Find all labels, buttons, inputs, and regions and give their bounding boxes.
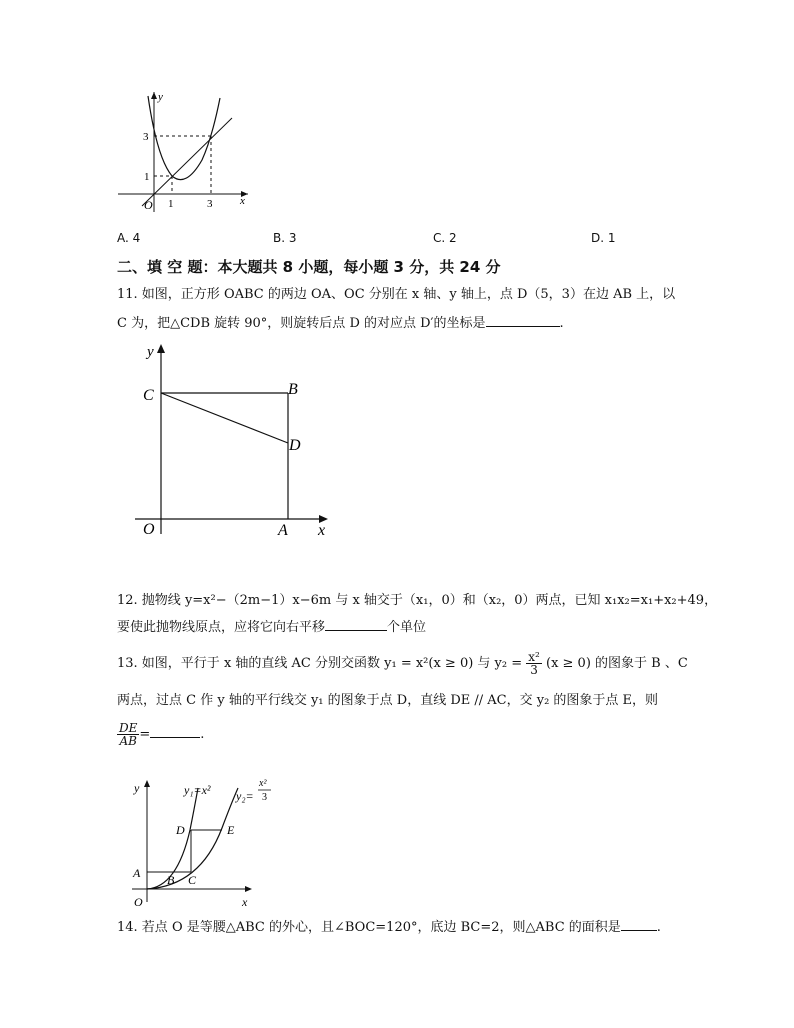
choice-a[interactable]: A. 4 (117, 231, 141, 245)
fig1-y-label: y (158, 91, 163, 103)
q11-line1: 11. 如图，正方形 OABC 的两边 OA、OC 分别在 x 轴、y 轴上，点 D（5，3）在边 AB 上，以 (117, 287, 676, 302)
segment-cd (161, 393, 288, 443)
q13-ratio-den: AB (119, 734, 137, 748)
fig1-y-tick-3: 3 (143, 131, 149, 143)
fig1-origin: O (144, 198, 153, 212)
q12-line2 (117, 617, 426, 637)
fig3-x-label: x (242, 895, 248, 909)
parabola-curve (148, 96, 220, 180)
fig3-label-o: O (134, 895, 143, 909)
q13-ratio-num: DE (119, 721, 138, 735)
figure-parabola-line (112, 88, 257, 218)
q11-line2-text: C 为，把△CDB 旋转 90°，则旋转后点 D 的对应点 D′的坐标是 (117, 316, 486, 331)
q14-end: . (656, 920, 661, 935)
y-axis-arrow (151, 92, 157, 99)
section-heading: 二、填 空 题：本大题共 8 小题，每小题 3 分，共 24 分 (117, 258, 501, 276)
figure-two-parabolas (122, 770, 272, 910)
fig1-y-tick-1: 1 (144, 171, 150, 183)
q11-answer-blank[interactable] (486, 313, 560, 327)
fig2-label-b: B (288, 381, 298, 398)
choice-c[interactable]: C. 2 (433, 231, 457, 245)
q14 (117, 917, 661, 937)
q13-fraction-num: x² (528, 650, 540, 664)
q12-line1: 12. 抛物线 y=x²−（2m−1）x−6m 与 x 轴交于（x₁，0）和（x₂，0）两点，已知 x₁x₂=x₁+x₂+49， (117, 593, 718, 608)
q13-line1 (117, 651, 688, 676)
fig2-label-d: D (289, 437, 301, 454)
fig3-y2-den: 3 (262, 792, 267, 803)
q13-fraction-den: 3 (530, 663, 538, 677)
q13-ratio-end: . (200, 727, 205, 742)
q13-line1-end: (x ≥ 0) 的图象于 B 、C (546, 656, 688, 671)
fig1-x-tick-3: 3 (207, 198, 213, 210)
figure-square-oabc (130, 336, 345, 546)
fig2-label-c: C (143, 387, 154, 404)
fig3-label-d: D (176, 823, 185, 837)
fig3-y1-label: y₁=x² (184, 783, 211, 797)
fig1-x-tick-1: 1 (168, 198, 174, 210)
fig2-label-o: O (143, 521, 155, 538)
choice-b[interactable]: B. 3 (273, 231, 297, 245)
q14-text: 14. 若点 O 是等腰△ABC 的外心，且∠BOC=120°，底边 BC=2，则△ABC 的面积是 (117, 920, 621, 935)
q12-answer-blank[interactable] (325, 617, 387, 631)
fig1-x-label: x (240, 195, 245, 207)
fig3-label-a: A (133, 866, 141, 880)
q14-answer-blank[interactable] (621, 917, 657, 931)
fig2-x-label: x (318, 522, 326, 539)
fig3-y2-label: y₂= (236, 789, 254, 803)
q12-line2-text: 要使此抛物线原点，应将它向右平移 (117, 620, 326, 635)
fig3-label-c: C (188, 873, 197, 887)
q13-ratio-fraction (117, 722, 139, 747)
fig3-x-axis-arrow (245, 886, 252, 892)
q13-answer-blank[interactable] (150, 724, 200, 738)
fig3-label-e: E (227, 823, 235, 837)
q11-line2-end: . (559, 316, 564, 331)
fig2-y-label: y (147, 344, 154, 360)
q11-line2 (117, 313, 564, 333)
fig3-y-axis-arrow (144, 780, 150, 787)
q12-line2-end: 个单位 (387, 620, 427, 635)
q13-line1-start: 13. 如图，平行于 x 轴的直线 AC 分别交函数 y₁ = x²(x ≥ 0) 与 y₂ = (117, 656, 523, 671)
q13-line2: 两点，过点 C 作 y 轴的平行线交 y₁ 的图象于点 D，直线 DE // AC，交 y₂ 的图象于点 E，则 (117, 693, 659, 708)
q13-fraction (526, 651, 542, 676)
q13-ratio-eq: = (139, 727, 151, 742)
fig3-label-b: B (167, 873, 175, 887)
fig2-y-axis-arrow (157, 344, 165, 353)
line-y-equals-x (142, 118, 232, 206)
fig2-label-a: A (278, 522, 288, 539)
fig3-y2-num: x² (259, 778, 267, 789)
q13-ratio (117, 722, 204, 747)
fig3-y-label: y (134, 781, 140, 795)
choice-d[interactable]: D. 1 (591, 231, 616, 245)
